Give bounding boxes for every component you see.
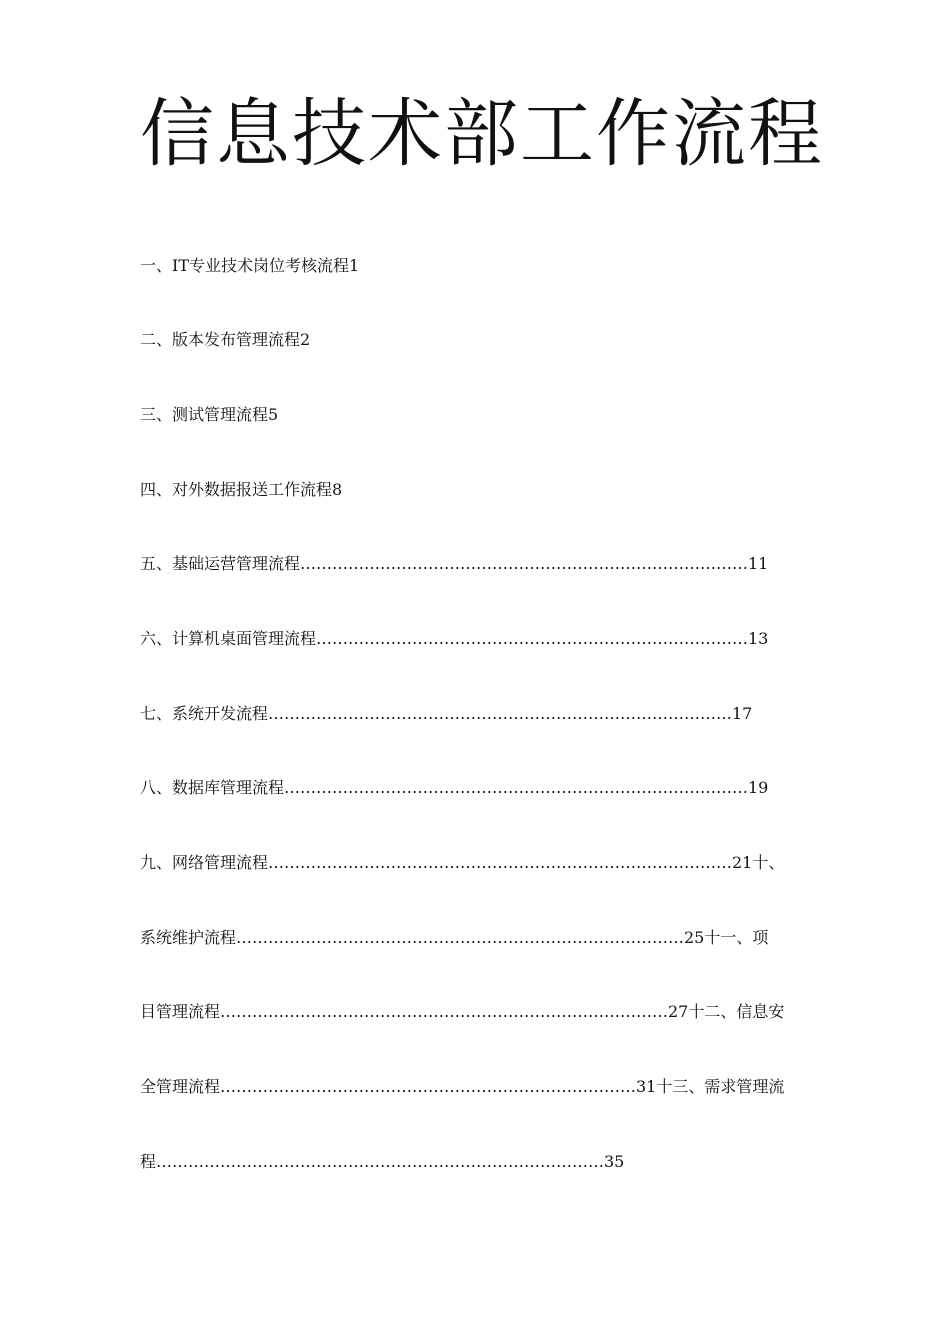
document-title: 信息技术部工作流程 [140, 91, 824, 177]
toc-line: 目管理流程…………………………………………………………………………27十二、信息安 [140, 1002, 785, 1021]
toc-line: 四、对外数据报送工作流程8 [140, 480, 343, 499]
toc-line: 三、测试管理流程5 [140, 405, 279, 424]
toc-line: 系统维护流程…………………………………………………………………………25十一、项 [140, 928, 769, 947]
toc-line: 二、版本发布管理流程2 [140, 330, 311, 349]
toc-line: 七、系统开发流程……………………………………………………………………………17 [140, 704, 753, 723]
toc-line: 五、基础运营管理流程…………………………………………………………………………11 [140, 554, 769, 573]
toc-line: 九、网络管理流程……………………………………………………………………………21十、 [140, 853, 785, 872]
toc-line: 六、计算机桌面管理流程………………………………………………………………………13 [140, 629, 769, 648]
toc-line: 一、IT专业技术岗位考核流程1 [140, 256, 360, 275]
toc-line: 全管理流程……………………………………………………………………31十三、需求管理流 [140, 1077, 785, 1096]
toc-line: 八、数据库管理流程……………………………………………………………………………19 [140, 778, 769, 797]
toc-line: 程…………………………………………………………………………35 [140, 1152, 625, 1171]
